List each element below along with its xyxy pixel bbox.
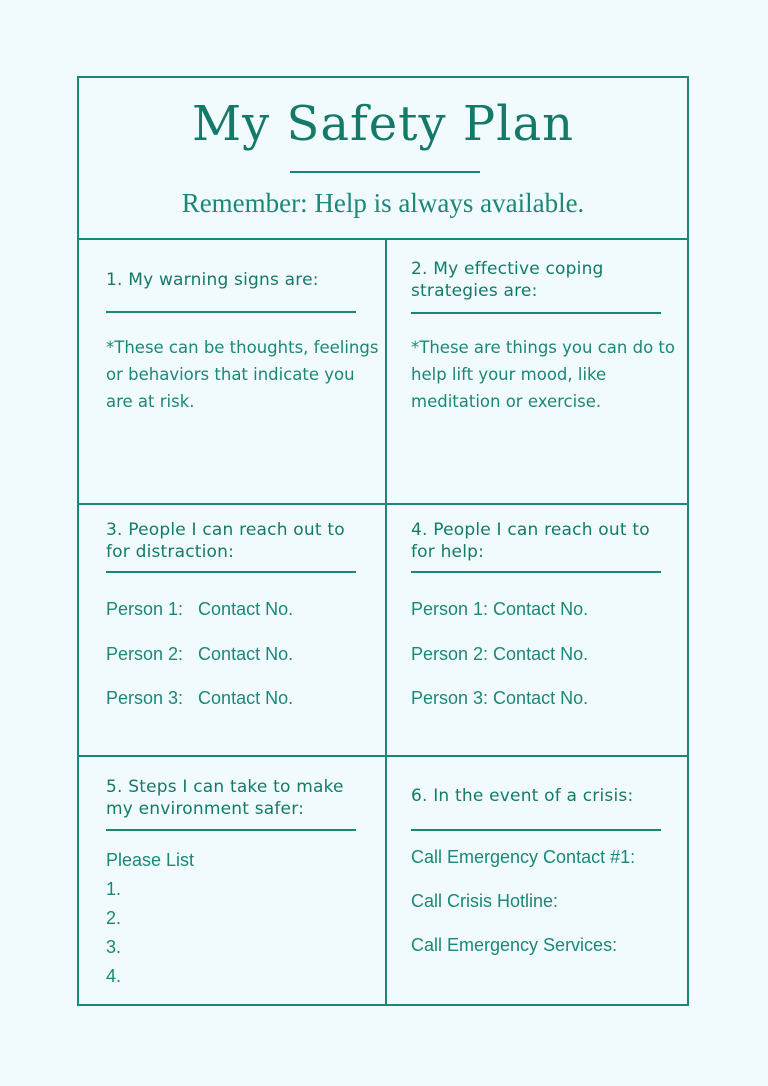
safety-plan-sheet: [77, 76, 689, 1006]
heading-divider: [106, 571, 356, 573]
title-divider: [290, 171, 480, 173]
heading-divider: [411, 571, 661, 573]
section-coping-strategies: [411, 240, 686, 503]
heading-divider: [411, 312, 661, 314]
list-item: 1.: [106, 879, 122, 899]
section-warning-signs: [106, 240, 381, 503]
section-distraction-contacts: [106, 505, 381, 755]
section-heading: 2. My effective coping strategies are:: [411, 259, 604, 301]
list-intro: Please List: [106, 850, 195, 870]
page-subtitle: Remember: Help is always available.: [181, 188, 585, 218]
section-heading: 4. People I can reach out to for help:: [411, 520, 650, 562]
page-title: My Safety Plan: [191, 96, 575, 152]
section-help-contacts: [411, 505, 686, 755]
contact-line: Person 1: Contact No.: [411, 599, 589, 619]
contact-line: Person 3: Contact No.: [411, 688, 589, 708]
section-crisis-response: [411, 757, 686, 1006]
heading-divider: [106, 829, 356, 831]
contact-line: Person 2: Contact No.: [106, 644, 294, 664]
heading-divider: [106, 311, 356, 313]
list-item: 3.: [106, 937, 122, 957]
crisis-line: Call Emergency Contact #1:: [411, 847, 636, 867]
section-safer-environment: [106, 757, 381, 1006]
crisis-line: Call Emergency Services:: [411, 935, 618, 955]
section-heading: 6. In the event of a crisis:: [411, 786, 634, 806]
contact-line: Person 1: Contact No.: [106, 599, 294, 619]
section-note: *These can be thoughts, feelings or behaviors that indicate you are at risk.: [106, 338, 379, 411]
crisis-line: Call Crisis Hotline:: [411, 891, 559, 911]
list-item: 2.: [106, 908, 122, 928]
section-heading: 3. People I can reach out to for distraction:: [106, 520, 345, 562]
header: [79, 78, 687, 240]
contact-line: Person 3: Contact No.: [106, 688, 294, 708]
contact-line: Person 2: Contact No.: [411, 644, 589, 664]
section-note: *These are things you can do to help lift your mood, like meditation or exercise.: [411, 338, 675, 411]
section-heading: 5. Steps I can take to make my environment safer:: [106, 777, 344, 819]
section-heading: 1. My warning signs are:: [106, 270, 319, 290]
list-item: 4.: [106, 966, 122, 986]
heading-divider: [411, 829, 661, 831]
